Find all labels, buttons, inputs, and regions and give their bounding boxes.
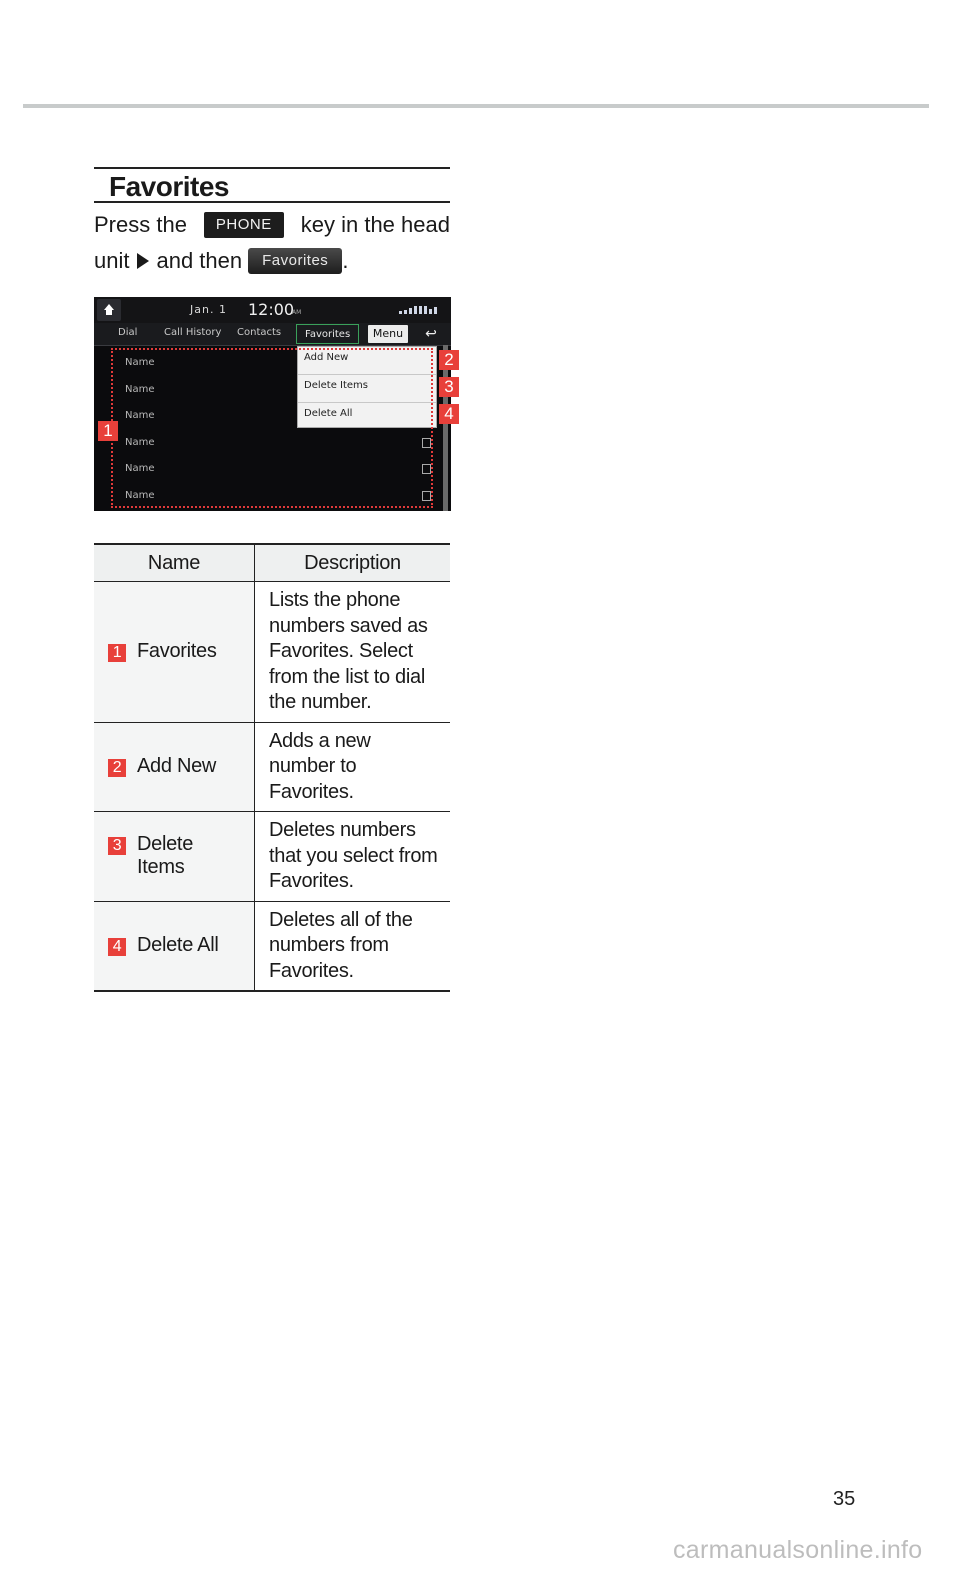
tab-dial[interactable]: Dial (118, 327, 138, 338)
column-header: Name (94, 544, 255, 582)
instruction-text: . (342, 248, 349, 273)
instruction-line-1 (94, 211, 450, 239)
arrow-right-icon (137, 253, 149, 269)
page-number: 35 (833, 1488, 856, 1510)
list-item[interactable]: Name (125, 384, 155, 395)
signal-icon (399, 306, 445, 314)
table-row (94, 582, 450, 723)
description-cell: Deletes all of the numbers from Favorites. (255, 901, 451, 991)
tab-favorites[interactable]: Favorites (296, 324, 359, 344)
menu-item-delete-items[interactable]: Delete Items (298, 375, 436, 403)
favorites-key: Favorites (248, 248, 342, 274)
instruction-line-2 (94, 247, 450, 275)
menu-button[interactable]: Menu (368, 325, 408, 343)
phone-key: PHONE (204, 212, 284, 238)
item-name: Add New (137, 755, 217, 778)
callout-badge: 4 (439, 404, 459, 424)
top-rule (23, 104, 929, 108)
tab-call-history[interactable]: Call History (164, 327, 222, 338)
list-item[interactable]: Name (125, 410, 155, 421)
home-icon (104, 304, 114, 310)
date-display: Jan. 1 (190, 303, 227, 316)
item-name: Delete All (137, 934, 219, 957)
column-header: Description (255, 544, 451, 582)
table-header-row (94, 544, 450, 582)
list-item[interactable]: Name (125, 463, 155, 474)
time-display: 12:00 (248, 300, 295, 319)
item-name: Delete Items (137, 833, 194, 879)
name-cell (94, 812, 255, 902)
table-row (94, 812, 450, 902)
table-row (94, 901, 450, 991)
name-cell (94, 722, 255, 812)
instruction-text: unit (94, 248, 130, 273)
table-row (94, 722, 450, 812)
description-cell: Deletes numbers that you select from Favorites. (255, 812, 451, 902)
callout-badge: 2 (108, 759, 126, 777)
favorites-list-outline (111, 348, 433, 508)
instruction-text: key in the head (300, 212, 450, 237)
description-cell: Adds a new number to Favorites. (255, 722, 451, 812)
section-heading (94, 167, 450, 203)
section-title: Favorites (109, 171, 229, 202)
instruction-text: and then (156, 248, 243, 273)
callout-badge: 1 (98, 421, 118, 441)
callout-badge: 4 (108, 938, 126, 956)
back-icon[interactable]: ↩ (425, 326, 437, 342)
home-button[interactable] (97, 299, 121, 321)
callout-badge: 2 (439, 350, 459, 370)
name-cell (94, 582, 255, 723)
watermark: carmanualsonline.info (673, 1536, 923, 1564)
callout-badge: 3 (108, 837, 126, 855)
ampm-display: AM (292, 309, 302, 316)
tab-bar (94, 323, 451, 346)
item-name: Favorites (137, 640, 217, 663)
head-unit-screen (94, 297, 454, 511)
tab-contacts[interactable]: Contacts (237, 327, 282, 338)
favorites-table (94, 543, 450, 992)
status-bar (94, 297, 451, 323)
list-item[interactable]: Name (125, 437, 155, 448)
instruction-text: Press the (94, 212, 187, 237)
list-item[interactable]: Name (125, 490, 155, 501)
name-cell (94, 901, 255, 991)
list-item[interactable]: Name (125, 357, 155, 368)
menu-item-add-new[interactable]: Add New (298, 347, 436, 375)
description-cell: Lists the phone numbers saved as Favorites. Select from the list to dial the number. (255, 582, 451, 723)
callout-badge: 1 (108, 644, 126, 662)
callout-badge: 3 (439, 377, 459, 397)
menu-item-delete-all[interactable]: Delete All (304, 408, 353, 419)
